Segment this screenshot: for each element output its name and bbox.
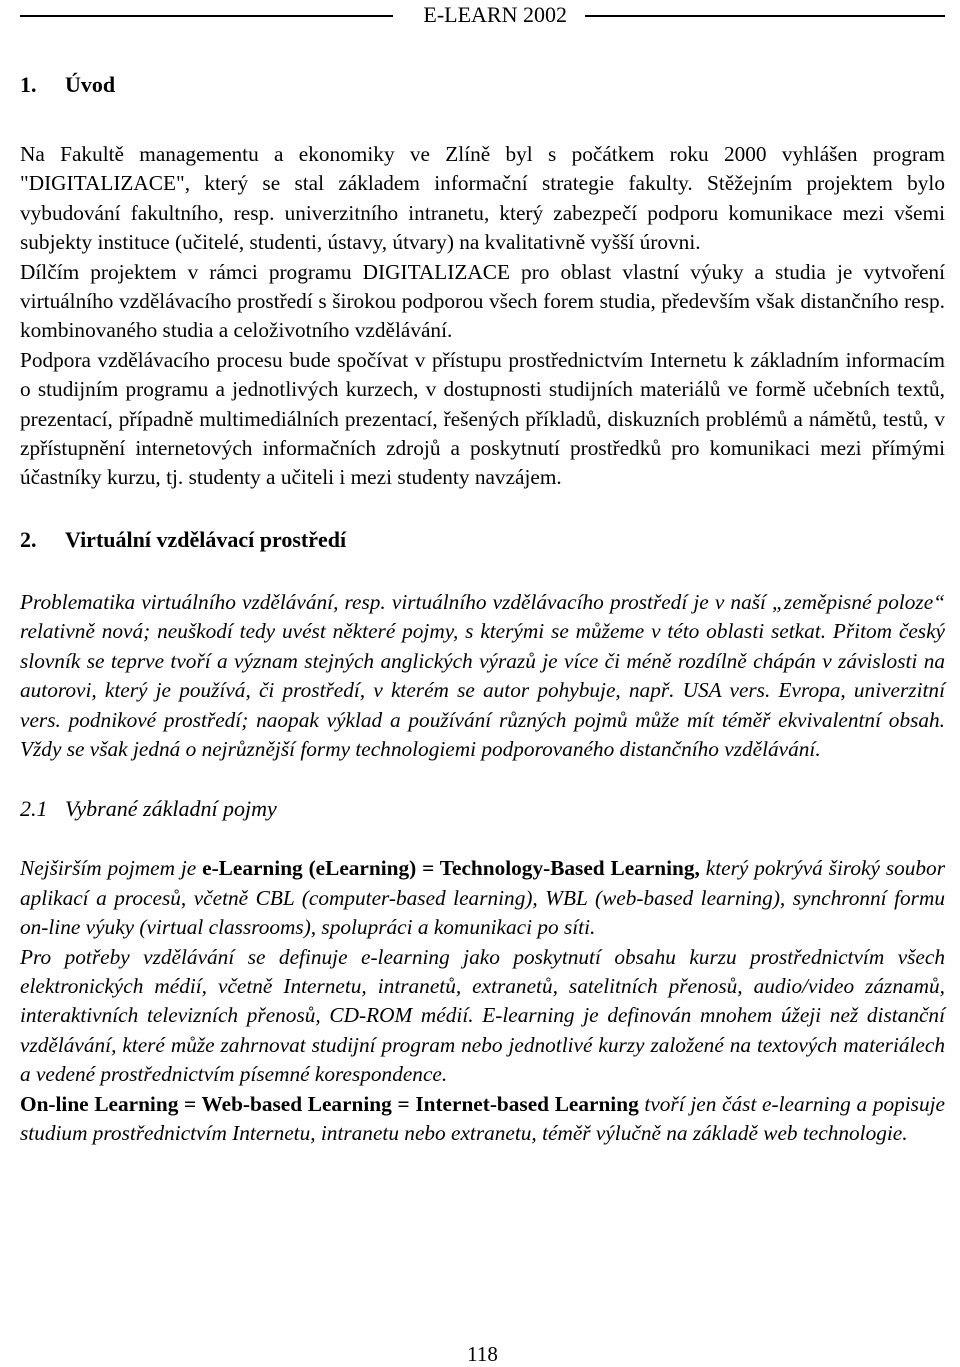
section-2-number: 2. — [20, 526, 37, 552]
section-2-1-paragraph-3 — [20, 1090, 945, 1149]
section-2-paragraph: Problematika virtuálního vzdělávání, resp. virtuálního vzdělávacího prostředí je v naší „zeměpisné poloze“ relativně nová; neuškodí tedy uvést některé pojmy, s kterými se můžeme v této oblasti setkat. Přitom český slovník se teprve tvoří a význam stejných anglických výrazů je více či méně rozdílně chápán v závislosti na autorovi, který je používá, či prostředí, v kterém se autor pohybuje, např. USA vers. Evropa, univerzitní vers. podnikové prostředí; naopak výklad a používání různých pojmů může mít téměř ekvivalentní obsah. Vždy se však jedná o nejrůznější formy technologiemi podporovaného distančního vzdělávání. — [20, 589, 945, 761]
section-2-1-paragraph-1 — [20, 854, 945, 942]
p1-intro: Nejširším pojmem je — [20, 856, 203, 881]
section-1-number: 1. — [20, 72, 37, 97]
section-1-paragraph-1: Na Fakultě managementu a ekonomiky ve Zlíně byl s počátkem roku 2000 vyhlášen program "DIGITALIZACE", který se stal základem informační strategie fakulty. Stěžejním projektem bylo vybudování fakultního, resp. univerzitního intranetu, který zabezpečí podporu komunikace mezi všemi subjekty instituce (učitelé, studenti, ústavy, útvary) na kvalitativně vyšší úrovni. — [20, 142, 945, 255]
header-rule-left — [20, 15, 393, 17]
section-2-1-heading — [20, 794, 945, 824]
section-1-title: Úvod — [65, 72, 116, 97]
page-number: 118 — [467, 1342, 498, 1366]
section-2-1-paragraph-2: Pro potřeby vzdělávání se definuje e-learning jako poskytnutí obsahu kurzu prostřednictvím všech elektronických médií, včetně Internetu, intranetů, extranetů, satelitních přenosů, audio/video záznamů, interaktivních televizních přenosů, CD-ROM médií. E-learning je definován mnohem úžeji než distanční vzdělávání, které může zahrnovat studijní program nebo jednotlivé kurzy založené na textových materiálech a vedené prostřednictvím písemné korespondence. — [20, 944, 945, 1087]
header-rule-right — [585, 15, 945, 17]
running-title: E-LEARN 2002 — [423, 2, 567, 27]
section-2-1-number: 2.1 — [20, 796, 48, 822]
p1-bold-term: e-Learning (eLearning) = Technology-Based Learning, — [202, 856, 700, 881]
section-1-heading — [20, 70, 945, 100]
p1-rest: který pokrývá široký soubor aplikací a procesů, včetně CBL (computer-based learning), WBL (web-based learning), synchronní formu on-line výuky (virtual classrooms), spolupráci a komunikaci po síti. — [20, 856, 945, 940]
page-content — [20, 62, 945, 1148]
section-2-1-title: Vybrané základní pojmy — [65, 796, 277, 822]
p3-rest: tvoří jen část e-learning a popisuje studium prostřednictvím Internetu, intranetu nebo extranetu, téměř výlučně na základě web technologie. — [20, 1091, 945, 1145]
document-page — [20, 0, 945, 1367]
running-header — [20, 0, 945, 30]
section-2-heading — [20, 525, 945, 555]
section-1-paragraph-2: Dílčím projektem v rámci programu DIGITALIZACE pro oblast vlastní výuky a studia je vytvoření virtuálního vzdělávacího prostředí s širokou podporou všech forem studia, především však distančního resp. kombinovaného studia a celoživotního vzdělávání. — [20, 259, 945, 343]
section-1-paragraph-3: Podpora vzdělávacího procesu bude spočívat v přístupu prostřednictvím Internetu k základním informacím o studijním programu a jednotlivých kurzech, v dostupnosti studijních materiálů ve formě učebních textů, prezentací, případně multimediálních prezentací, řešených příkladů, diskuzních problémů a námětů, testů, v zpřístupnění internetových informačních zdrojů a poskytnutí prostředků pro komunikaci mezi přímými účastníky kurzu, tj. studenty a učiteli i mezi studenty navzájem. — [20, 347, 945, 490]
p3-bold-term: On-line Learning = Web-based Learning = Internet-based Learning — [20, 1091, 639, 1116]
section-2-title: Virtuální vzdělávací prostředí — [65, 526, 347, 552]
